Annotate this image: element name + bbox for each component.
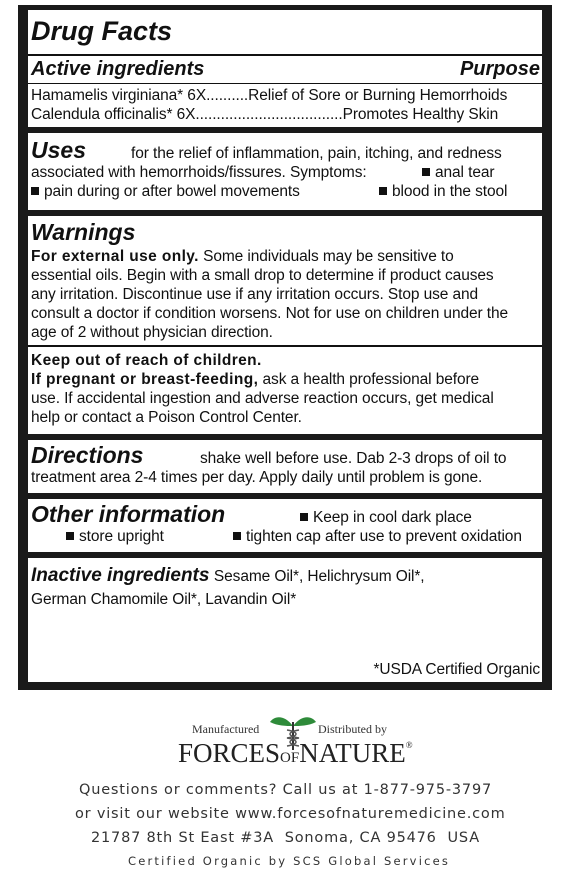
registered-mark: ® — [405, 740, 413, 750]
directions-line-2: treatment area 2-4 times per day. Apply daily until problem is gone. — [31, 469, 483, 486]
warnings-section — [28, 216, 542, 434]
bullet-square-icon — [31, 187, 39, 195]
ingredient-name: Calendula officinalis* 6X — [31, 106, 196, 123]
warnings-heading: Warnings — [31, 219, 136, 245]
pregnant-line: use. If accidental ingestion and adverse reaction occurs, get medical — [31, 390, 494, 407]
symptom-item: blood in the stool — [379, 182, 507, 201]
brand-forces: FORCES — [178, 738, 281, 768]
inactive-line-2: German Chamomile Oil*, Lavandin Oil* — [31, 591, 297, 608]
bullet-square-icon — [233, 532, 241, 540]
warnings-line: any irritation. Discontinue use if any irritation occurs. Stop use and — [31, 286, 479, 303]
footer — [0, 700, 586, 879]
brand-logo — [178, 738, 413, 769]
pregnant-line: help or contact a Poison Control Center. — [31, 409, 302, 426]
purpose-heading: Purpose — [459, 58, 540, 80]
warnings-rule — [28, 345, 542, 347]
pregnant-line-1: If pregnant or breast-feeding, ask a health professional before — [31, 371, 480, 388]
warnings-line-1: For external use only. Some individuals may be sensitive to — [31, 248, 454, 265]
directions-heading: Directions — [31, 442, 144, 468]
bullet-square-icon — [66, 532, 74, 540]
drug-facts-panel — [18, 5, 552, 690]
symptom-item: anal tear — [422, 163, 494, 182]
bullet-square-icon — [379, 187, 387, 195]
external-use-warning: For external use only. — [31, 248, 199, 265]
distributed-label: Distributed by — [318, 722, 387, 736]
contact-address: 21787 8th St East #3A Sonoma, CA 95476 USA — [91, 830, 480, 846]
uses-heading: Uses — [31, 137, 86, 163]
inactive-ingredients-heading: Inactive ingredients — [31, 565, 210, 586]
uses-line-1: for the relief of inflammation, pain, itching, and redness — [131, 145, 502, 162]
ingredient-purpose: Promotes Healthy Skin — [342, 106, 499, 123]
bullet-square-icon — [422, 168, 430, 176]
active-rule — [28, 83, 542, 84]
other-item: store upright — [66, 527, 164, 546]
other-information-section — [28, 499, 542, 552]
ingredient-purpose: Relief of Sore or Burning Hemorrhoids — [248, 87, 508, 104]
directions-line-1: shake well before use. Dab 2-3 drops of oil to — [200, 450, 507, 467]
uses-section — [28, 133, 542, 210]
active-ingredients-heading: Active ingredients — [31, 58, 205, 80]
brand-nature: NATURE — [299, 738, 406, 768]
warnings-line: age of 2 without physician direction. — [31, 324, 273, 341]
contact-phone: Questions or comments? Call us at 1-877-975-3797 — [79, 782, 492, 798]
ingredient-leader: .......... — [206, 87, 249, 104]
keep-out-warning: Keep out of reach of children. — [31, 352, 262, 369]
warnings-line: consult a doctor if condition worsens. Not for use on children under the — [31, 305, 509, 322]
inactive-line-1: Inactive ingredients Sesame Oil*, Helichrysum Oil*, — [31, 565, 425, 586]
warnings-line: essential oils. Begin with a small drop to determine if product causes — [31, 267, 494, 284]
brand-of: OF — [280, 750, 300, 766]
active-ingredient-row — [31, 86, 541, 105]
contact-website: or visit our website www.forcesofnaturemedicine.com — [75, 806, 506, 822]
pregnant-warning: If pregnant or breast-feeding, — [31, 371, 259, 388]
other-item: Keep in cool dark place — [300, 508, 472, 527]
active-ingredients-section — [28, 10, 542, 127]
other-item: tighten cap after use to prevent oxidation — [233, 527, 522, 546]
title-rule — [28, 54, 542, 56]
bullet-square-icon — [300, 513, 308, 521]
symptom-item: pain during or after bowel movements — [31, 182, 300, 201]
inactive-ingredients-section — [28, 558, 542, 682]
ingredient-name: Hamamelis virginiana* 6X — [31, 87, 207, 104]
directions-section — [28, 440, 542, 493]
ingredient-leader: ................................... — [195, 106, 343, 123]
usda-footnote: *USDA Certified Organic — [373, 661, 540, 678]
active-ingredient-row — [31, 105, 541, 124]
other-information-heading: Other information — [31, 501, 226, 527]
certification-text: Certified Organic by SCS Global Services — [128, 854, 451, 868]
uses-line-2: associated with hemorrhoids/fissures. Symptoms: — [31, 164, 367, 181]
manufactured-label: Manufactured — [192, 722, 260, 736]
drug-facts-title: Drug Facts — [31, 16, 173, 46]
